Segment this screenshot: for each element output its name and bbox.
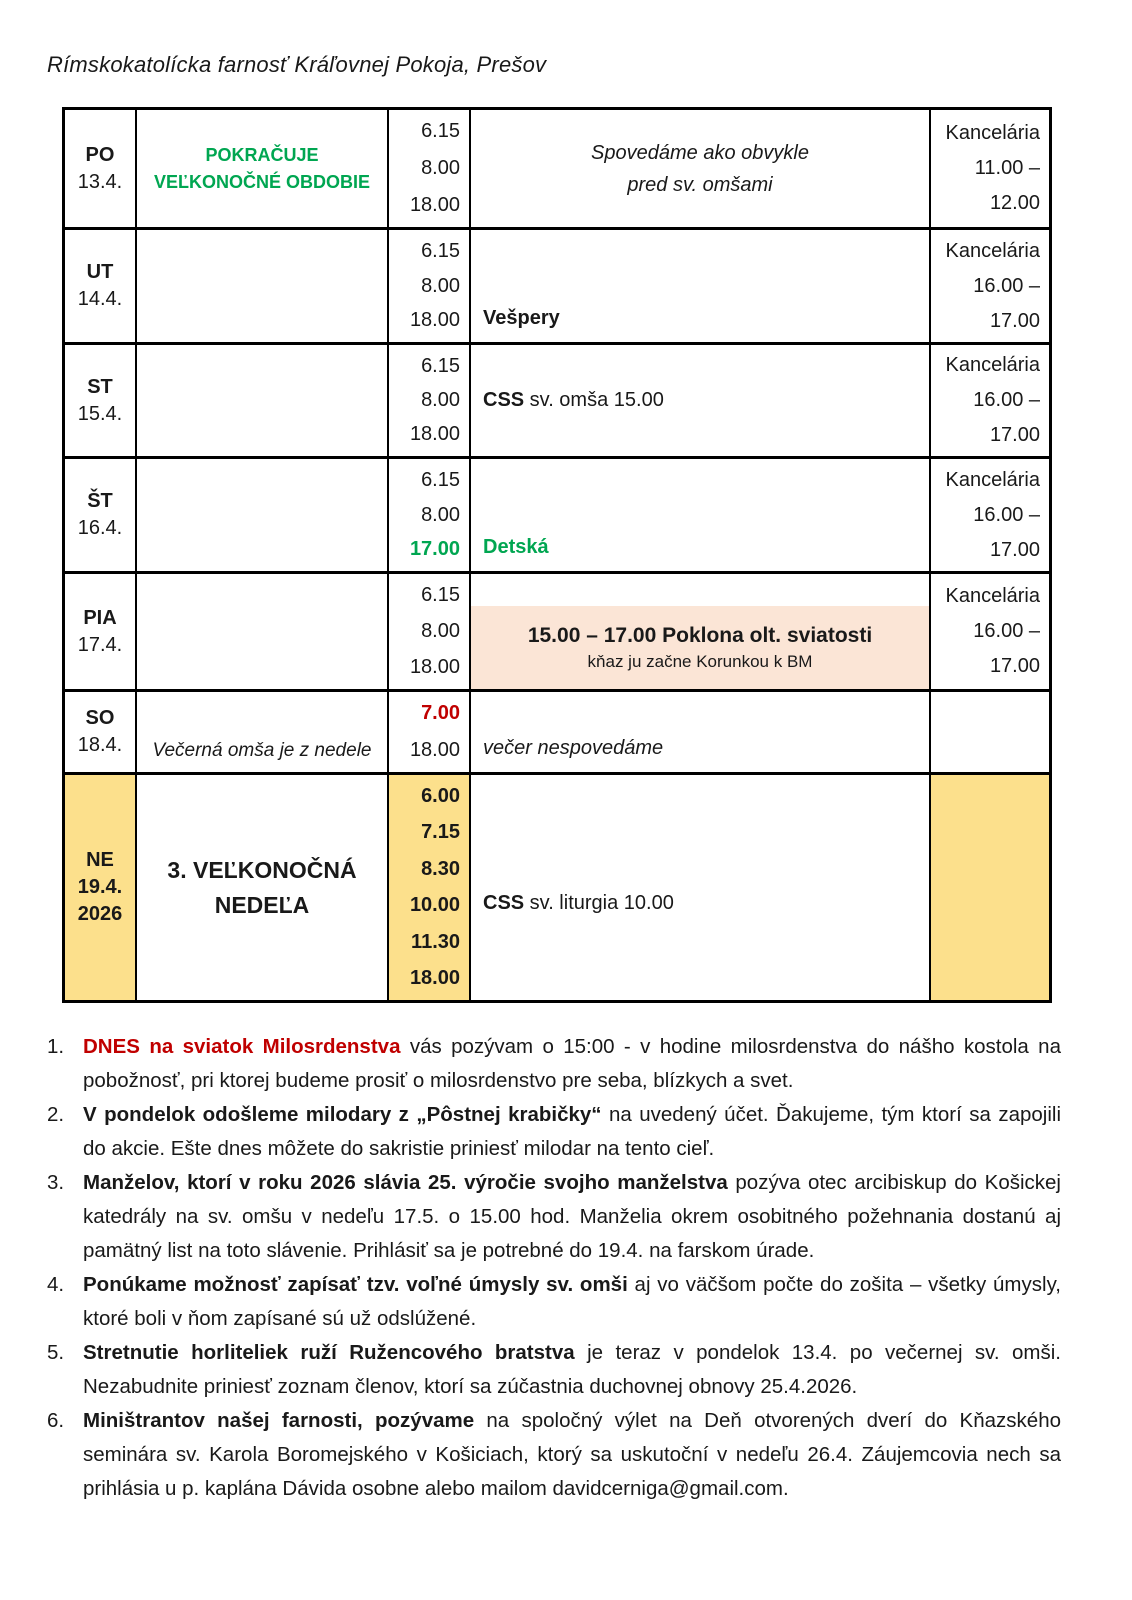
adoration-subtitle: kňaz ju začne Korunkou k BM: [587, 651, 813, 671]
time-entry: 18.00: [409, 309, 460, 331]
announcement-lead: DNES na sviatok Milosrdenstva: [83, 1035, 401, 1058]
office-label: Kancelária: [945, 354, 1040, 376]
day-date: 15.4.: [77, 402, 123, 425]
note-cell: [135, 692, 387, 772]
announcement-number: 1.: [47, 1035, 65, 1058]
time-entry: 8.00: [421, 274, 460, 297]
announcement-number: 5.: [47, 1341, 65, 1364]
announcement-text: [83, 1098, 1061, 1166]
times-cell: [387, 459, 469, 571]
day-abbrev: ST: [87, 375, 113, 398]
office-label: Kancelária: [945, 239, 1040, 262]
time-entry: 10.00: [409, 894, 460, 917]
day-abbrev: PO: [85, 143, 115, 166]
event-cell: [469, 110, 929, 227]
announcement-number: 2.: [47, 1103, 65, 1126]
page-title: Rímskokatolícka farnosť Kráľovnej Pokoja, Prešov: [47, 52, 547, 77]
day-cell: [65, 345, 135, 456]
announcement-rest: je teraz v pondelok 13.4. po večernej sv. omši. Nezabudnite priniesť zoznam členov, ktorí sa zúčastnia duchovnej obnovy 25.4.2026.: [83, 1341, 1061, 1398]
day-cell: [65, 775, 135, 1000]
office-hours: 16.00 – 17.00: [973, 620, 1040, 677]
announcement-lead: Ponúkame možnosť zapísať tzv. voľné úmysly sv. omši: [83, 1273, 628, 1296]
office-cell: [929, 692, 1049, 772]
adoration-title: 15.00 – 17.00 Poklona olt. sviatosti: [527, 623, 873, 647]
table-row-sunday: [65, 772, 1049, 1000]
time-entry: 6.15: [421, 584, 460, 606]
note-cell: [135, 574, 387, 689]
event-cell: [469, 459, 929, 571]
note-line: VEĽKONOČNÉ OBDOBIE: [153, 171, 371, 192]
event-rest: sv. liturgia 10.00: [524, 892, 674, 914]
announcement-item: [47, 1404, 1061, 1506]
times-cell: [387, 110, 469, 227]
times-cell: [387, 692, 469, 772]
day-date: 13.4.: [77, 170, 123, 193]
office-hours: 16.00 – 17.00: [973, 274, 1040, 332]
office-hours: 16.00 – 17.00: [973, 389, 1040, 446]
office-label: Kancelária: [945, 468, 1040, 491]
announcement-rest: aj vo väčšom počte do zošita – všetky úmysly, ktoré boli v ňom zapísané sú už odslúžené.: [83, 1273, 1061, 1330]
event-cell: [469, 574, 929, 689]
announcement-lead: V pondelok odošleme milodary z „Pôstnej krabičky“: [83, 1103, 602, 1126]
office-cell: [929, 110, 1049, 227]
note-cell: [135, 110, 387, 227]
event-cell: [469, 345, 929, 456]
day-cell: [65, 459, 135, 571]
event-text: večer nespovedáme: [483, 737, 664, 759]
table-row-tuesday: [65, 227, 1049, 342]
announcement-lead: Miništrantov našej farnosti, pozývame: [83, 1409, 475, 1432]
day-date: 17.4.: [77, 633, 123, 656]
day-date: 14.4.: [77, 288, 123, 310]
table-row-wednesday: [65, 342, 1049, 456]
office-hours: 11.00 – 12.00: [974, 157, 1040, 214]
schedule-table: [62, 107, 1052, 1003]
time-entry: 7.15: [421, 821, 460, 844]
day-date: 19.4.: [77, 876, 123, 898]
announcement-text: [83, 1030, 1061, 1098]
time-entry: 18.00: [409, 656, 460, 678]
announcement-text: [83, 1336, 1061, 1404]
event-text: Detská: [483, 536, 549, 558]
announcement-rest: pozýva otec arcibiskup do Košickej katedrály na sv. omšu v nedeľu 17.5. o 15.00 hod. Manželia okrem osobitného požehnania dostanú aj pamätný list na toto slávenie. Prihlásiť sa je potrebné do 19.4. na farskom úrade.: [83, 1171, 1061, 1262]
time-entry: 17.00: [409, 538, 460, 560]
note-line: 3. VEĽKONOČNÁ: [167, 857, 357, 883]
office-cell: [929, 345, 1049, 456]
day-cell: [65, 574, 135, 689]
announcement-item: [47, 1166, 1061, 1268]
day-date: 16.4.: [77, 517, 123, 539]
day-cell: [65, 110, 135, 227]
announcement-text: [83, 1404, 1061, 1506]
time-entry: 18.00: [409, 423, 460, 445]
announcement-rest: na spoločný výlet na Deň otvorených dverí do Kňazského seminára sv. Karola Boromejského v Košiciach, ktorý sa uskutoční v nedeľu 26.4. Záujemcovia nech sa prihlásia u p. kaplána Dávida osobne alebo mailom davidcerniga@gmail.com.: [83, 1409, 1061, 1500]
announcement-number: 6.: [47, 1409, 65, 1432]
office-cell: [929, 230, 1049, 342]
note-line: Večerná omša je z nedele: [152, 740, 372, 761]
time-entry: 6.15: [421, 355, 460, 377]
event-cell: [469, 230, 929, 342]
note-line: POKRAČUJE: [205, 144, 319, 165]
table-row-friday: [65, 571, 1049, 689]
time-entry: 6.15: [421, 120, 460, 142]
event-text: [483, 892, 674, 915]
time-entry: 11.30: [411, 930, 460, 953]
day-abbrev: UT: [86, 261, 114, 283]
announcement-item: [47, 1098, 1061, 1166]
time-entry: 8.00: [421, 620, 460, 642]
time-entry: 7.00: [421, 702, 460, 724]
time-entry: 18.00: [409, 966, 460, 989]
day-abbrev: SO: [85, 707, 115, 729]
event-line: pred sv. omšami: [627, 173, 773, 196]
event-cell: [469, 692, 929, 772]
office-hours: 16.00 – 17.00: [973, 503, 1040, 561]
day-abbrev: ŠT: [87, 490, 113, 512]
table-row-monday: [65, 110, 1049, 227]
day-year: 2026: [77, 903, 123, 925]
time-entry: 8.00: [421, 157, 460, 179]
announcement-lead: Manželov, ktorí v roku 2026 slávia 25. výročie svojho manželstva: [83, 1171, 728, 1194]
note-cell: [135, 775, 387, 1000]
announcement-number: 4.: [47, 1273, 65, 1296]
adoration-highlight: [471, 606, 929, 689]
day-abbrev: NE: [86, 849, 114, 871]
event-text: Vešpery: [483, 307, 560, 329]
table-row-saturday: [65, 689, 1049, 772]
time-entry: 8.00: [421, 503, 460, 526]
event-cell: [469, 775, 929, 1000]
announcement-rest: na uvedený účet. Ďakujeme, tým ktorí sa zapojili do akcie. Ešte dnes môžete do sakristie priniesť milodar na tento cieľ.: [83, 1103, 1061, 1160]
day-cell: [65, 230, 135, 342]
time-entry: 18.00: [409, 739, 460, 761]
note-cell: [135, 345, 387, 456]
office-label: Kancelária: [945, 585, 1040, 607]
announcements-list: [47, 1030, 1061, 1506]
announcement-item: [47, 1030, 1061, 1098]
times-cell: [387, 230, 469, 342]
day-cell: [65, 692, 135, 772]
office-cell: [929, 775, 1049, 1000]
announcement-item: [47, 1268, 1061, 1336]
announcement-item: [47, 1336, 1061, 1404]
event-text: [483, 389, 664, 412]
office-label: Kancelária: [945, 122, 1040, 144]
event-rest: sv. omša 15.00: [524, 389, 664, 411]
day-abbrev: PIA: [83, 606, 117, 629]
note-line: NEDEĽA: [214, 891, 310, 918]
day-date: 18.4.: [77, 734, 123, 756]
event-lead: CSS: [483, 389, 525, 411]
note-cell: [135, 459, 387, 571]
time-entry: 8.00: [421, 389, 460, 411]
times-cell: [387, 574, 469, 689]
event-lead: CSS: [483, 892, 525, 914]
announcement-lead: Stretnutie horliteliek ruží Ružencového bratstva: [83, 1341, 575, 1364]
note-cell: [135, 230, 387, 342]
announcement-text: [83, 1268, 1061, 1336]
time-entry: 6.15: [421, 240, 460, 262]
time-entry: 8.30: [421, 857, 460, 880]
time-entry: 6.00: [421, 785, 460, 807]
times-cell: [387, 345, 469, 456]
time-entry: 6.15: [421, 469, 460, 491]
announcement-rest: vás pozývam o 15:00 - v hodine milosrdenstva do nášho kostola na pobožnosť, pri ktorej budeme prosiť o milosrdenstvo pre seba, blízkych a svet.: [83, 1035, 1061, 1092]
announcement-text: [83, 1166, 1061, 1268]
announcement-number: 3.: [47, 1171, 65, 1194]
event-line: Spovedáme ako obvykle: [591, 141, 809, 164]
times-cell: [387, 775, 469, 1000]
office-cell: [929, 459, 1049, 571]
office-cell: [929, 574, 1049, 689]
table-row-thursday: [65, 456, 1049, 571]
time-entry: 18.00: [409, 194, 460, 216]
